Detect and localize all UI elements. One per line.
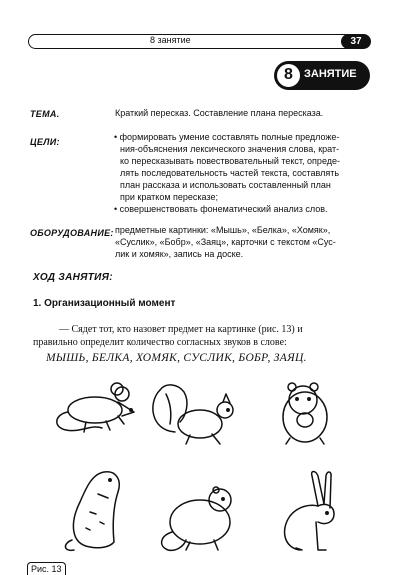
instruction-line: — Сядет тот, кто назовет предмет на картинке (рис. 13) и xyxy=(59,324,303,335)
equipment-line: лик и хомяк», запись на доске. xyxy=(115,249,244,259)
animal-pictures xyxy=(0,372,416,567)
page-number: 37 xyxy=(341,34,371,49)
tema-text: Краткий пересказ. Составление плана пересказа. xyxy=(115,108,324,118)
goal-line: при кратком пересказе; xyxy=(120,192,218,202)
goal-line: • формировать умение составлять полные предложе- xyxy=(114,132,340,142)
section-title: 1. Организационный момент xyxy=(33,298,176,309)
lesson-badge-label: ЗАНЯТИЕ xyxy=(304,68,357,80)
course-title: ХОД ЗАНЯТИЯ: xyxy=(33,272,113,283)
figure-caption: Рис. 13 xyxy=(27,562,66,575)
goal-line: лять последовательность частей текста, составлять xyxy=(120,168,340,178)
running-header xyxy=(28,34,366,49)
instruction-line: правильно определит количество согласных звуков в слове: xyxy=(33,337,287,348)
goals-list xyxy=(114,131,377,215)
hare-icon xyxy=(285,472,334,551)
goal-line: ния-объяснения лексического значения слова, крат- xyxy=(120,144,340,154)
running-header-title: 8 занятие xyxy=(150,35,191,45)
equipment-text xyxy=(115,224,336,260)
hamster-icon xyxy=(283,383,327,444)
equipment-line: предметные картинки: «Мышь», «Белка», «Хомяк», xyxy=(115,225,331,235)
equipment-line: «Суслик», «Бобр», «Заяц», карточки с текстом «Сус- xyxy=(115,237,336,247)
tema-label: ТЕМА. xyxy=(30,109,60,119)
beaver-icon xyxy=(162,487,231,550)
goal-line: план рассказа и использовать составленный план xyxy=(120,180,331,190)
celi-label: ЦЕЛИ: xyxy=(30,137,60,147)
goal-line: ко пересказывать повествовательный текст, опреде- xyxy=(120,156,340,166)
squirrel-icon xyxy=(153,385,233,444)
mouse-icon xyxy=(57,383,134,432)
equipment-label: ОБОРУДОВАНИЕ: xyxy=(30,228,114,238)
word-list: МЫШЬ, БЕЛКА, ХОМЯК, СУСЛИК, БОБР, ЗАЯЦ. xyxy=(46,352,307,364)
lesson-number: 8 xyxy=(276,63,301,88)
goal-line: • совершенствовать фонематический анализ слов. xyxy=(114,204,328,214)
gopher-icon xyxy=(65,472,119,551)
instruction-paragraph xyxy=(33,323,385,349)
